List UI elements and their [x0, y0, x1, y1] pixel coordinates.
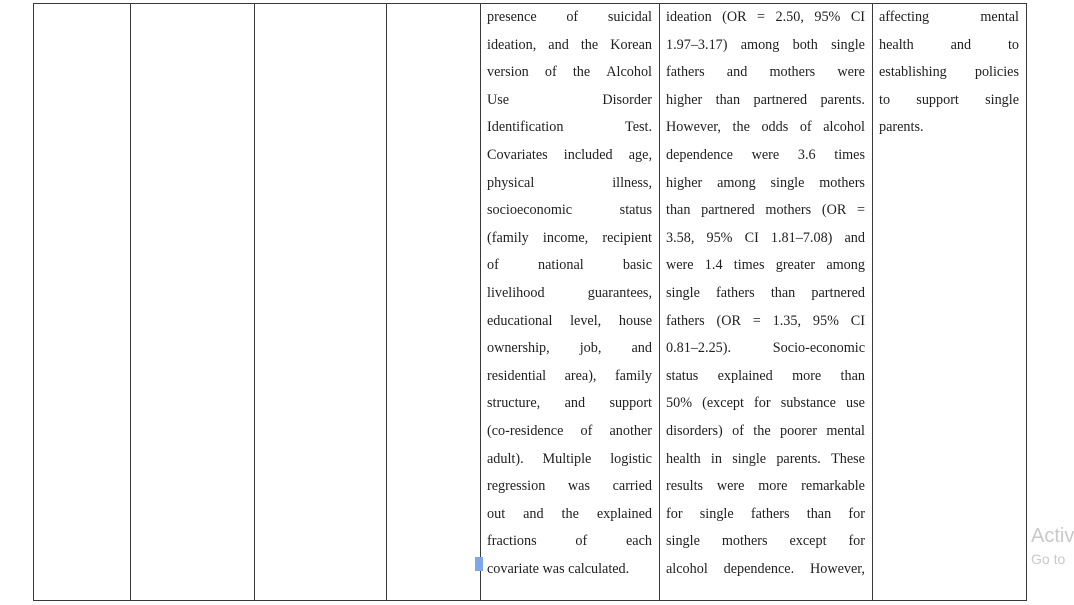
table-cell-conclusion[interactable] [879, 4, 1019, 142]
word: fathers [716, 284, 755, 301]
word: fractions [487, 533, 537, 550]
text-line [487, 87, 652, 115]
word: = [856, 202, 865, 219]
word: socioeconomic [487, 202, 573, 219]
word: 1.81–7.08) [770, 229, 833, 246]
text-line [879, 114, 1019, 142]
word: 1.4 [704, 257, 723, 274]
word: the [753, 422, 771, 439]
word: another [609, 422, 652, 439]
text-line [487, 197, 652, 225]
word: were [837, 64, 865, 81]
word: more [758, 478, 788, 495]
word: 95% [814, 9, 841, 25]
word: higher [666, 174, 703, 191]
column-divider [480, 4, 481, 600]
word: and [548, 36, 569, 53]
text-line [879, 59, 1019, 87]
text-line [879, 87, 1019, 115]
word: substance [780, 395, 836, 412]
word: single [831, 36, 865, 53]
word: parents. [776, 450, 821, 467]
word: support [609, 395, 652, 412]
word: Multiple [542, 450, 592, 467]
word: guarantees, [587, 284, 652, 301]
word: structure, [487, 395, 541, 412]
text-selection-cursor [475, 557, 483, 571]
word: carried [612, 478, 652, 495]
text-line [879, 4, 1019, 32]
word: Alcohol [606, 64, 652, 81]
word: were [666, 257, 694, 274]
text-line [666, 556, 865, 584]
word: and [523, 505, 544, 522]
word: CI [850, 9, 865, 25]
column-divider [254, 4, 255, 600]
word: partnered [701, 202, 755, 219]
watermark-line-2: Go to [1031, 551, 1066, 567]
word: age, [628, 146, 652, 163]
text-line [487, 170, 652, 198]
word: 50% [666, 395, 693, 412]
word: (OR [722, 9, 747, 25]
table-cell-results[interactable] [666, 4, 865, 583]
word: 95% [706, 229, 733, 246]
word: mental [980, 9, 1019, 25]
word: job, [579, 340, 602, 357]
word: to [879, 91, 891, 108]
word: included [563, 146, 613, 163]
word: family [614, 367, 652, 384]
word: Disorder [602, 91, 652, 108]
word: the [561, 505, 579, 522]
word: odds [761, 119, 789, 136]
word: than [666, 202, 691, 219]
word: 1.35, [772, 312, 802, 329]
word: adult). [487, 450, 524, 467]
word: mothers [819, 174, 865, 191]
word: higher [666, 91, 703, 108]
word: suicidal [607, 9, 652, 25]
word: explained [717, 367, 773, 384]
word: of [566, 9, 579, 25]
word: among [826, 257, 865, 274]
word: single [770, 174, 805, 191]
word: of [575, 533, 588, 550]
word: health [879, 36, 914, 53]
word: residential [487, 367, 547, 384]
word: version [487, 64, 529, 81]
word: fathers [750, 505, 790, 522]
word: Covariates [487, 146, 548, 163]
word: affecting [879, 9, 930, 25]
word: alcohol [823, 119, 865, 136]
word: mental [826, 422, 865, 439]
text-line [666, 87, 865, 115]
text-line [487, 446, 652, 474]
word: mothers [765, 202, 812, 219]
word: support [916, 91, 959, 108]
word: status [619, 202, 652, 219]
text-line [666, 170, 865, 198]
word: (except [702, 395, 744, 412]
text-line [487, 390, 652, 418]
text-line [487, 556, 652, 584]
word: single [699, 505, 734, 522]
word: in [710, 450, 722, 467]
document-table [33, 3, 1027, 601]
word: area), [564, 367, 597, 384]
text-line [487, 59, 652, 87]
word: status [666, 367, 699, 384]
word: the [572, 64, 591, 81]
word: 1.97–3.17) [666, 36, 728, 53]
word: and [564, 395, 586, 412]
text-line [487, 142, 652, 170]
text-line [487, 32, 652, 60]
word: Identification [487, 119, 564, 136]
column-divider [386, 4, 387, 600]
text-line [666, 473, 865, 501]
word: partnered [811, 284, 865, 301]
word: parents. [879, 119, 924, 136]
word: more [792, 367, 822, 384]
word: were [751, 146, 780, 163]
text-line [487, 225, 652, 253]
word: house [618, 312, 652, 329]
text-line [487, 280, 652, 308]
word: (OR [821, 202, 847, 219]
word: were [716, 478, 745, 495]
word: health [666, 450, 701, 467]
text-line [666, 280, 865, 308]
text-line [487, 363, 652, 391]
word: (family [487, 229, 529, 246]
text-line [666, 390, 865, 418]
text-line [666, 528, 865, 556]
word: to [1007, 36, 1019, 53]
word: both [792, 36, 818, 53]
text-line [487, 335, 652, 363]
word: fathers [666, 312, 705, 329]
word: the [580, 36, 599, 53]
word: than [715, 91, 741, 108]
word: ownership, [487, 340, 550, 357]
word: of [580, 422, 593, 439]
word: = [752, 312, 761, 329]
word: 0.81–2.25). [666, 340, 732, 357]
word: logistic [610, 450, 652, 467]
word: and [726, 64, 748, 81]
word: of [732, 422, 744, 439]
word: establishing [879, 64, 947, 81]
column-divider [130, 4, 131, 600]
table-cell-methods[interactable] [487, 4, 652, 583]
word: and [631, 340, 652, 357]
word: ideation [666, 9, 712, 25]
word: CI [744, 229, 759, 246]
word: was [567, 478, 590, 495]
text-line [487, 473, 652, 501]
word: results [666, 478, 704, 495]
word: was [542, 560, 569, 577]
word: = [757, 9, 766, 25]
word: than [840, 367, 865, 384]
activation-watermark [1031, 524, 1074, 568]
word: However, [810, 560, 865, 577]
word: for [848, 505, 865, 522]
text-line [666, 197, 865, 225]
word: dependence [666, 146, 733, 163]
word: (co-residence [487, 422, 564, 439]
word: and [950, 36, 972, 53]
word: fathers [666, 64, 705, 81]
word: calculated. [568, 560, 630, 577]
word: each [626, 533, 652, 550]
word: 3.6 [797, 146, 816, 163]
word: times [834, 146, 865, 163]
text-line [666, 501, 865, 529]
word: single [985, 91, 1019, 108]
text-line [487, 308, 652, 336]
word: disorders) [666, 422, 723, 439]
word: and [844, 229, 865, 246]
word: use [846, 395, 865, 412]
word: livelihood [487, 284, 545, 301]
text-line [879, 32, 1019, 60]
text-line [666, 114, 865, 142]
text-line [666, 252, 865, 280]
text-line [666, 59, 865, 87]
word: basic [622, 257, 652, 274]
text-line [666, 418, 865, 446]
word: mothers [769, 64, 816, 81]
word: remarkable [801, 478, 865, 495]
word: than [770, 284, 796, 301]
text-line [666, 363, 865, 391]
word: physical [487, 174, 535, 191]
word: CI [850, 312, 865, 329]
word: partnered [753, 91, 808, 108]
word: educational [487, 312, 553, 329]
text-line [666, 446, 865, 474]
word: single [732, 450, 767, 467]
watermark-line-1: Activ [1031, 525, 1074, 547]
word: for [754, 395, 771, 412]
word: the [732, 119, 750, 136]
word: illness, [612, 174, 652, 191]
word: of [544, 64, 557, 81]
word: covariate [487, 560, 543, 577]
word: for [848, 533, 865, 550]
word: 2.50, [775, 9, 804, 25]
text-line [487, 501, 652, 529]
word: level, [570, 312, 602, 329]
word: policies [974, 64, 1019, 81]
text-line [666, 225, 865, 253]
word: Use [487, 91, 510, 108]
word: among [740, 36, 780, 53]
word: These [831, 450, 865, 467]
word: for [666, 505, 683, 522]
word: regression [487, 478, 546, 495]
word: alcohol [666, 560, 708, 577]
word: income, [542, 229, 589, 246]
column-divider [872, 4, 873, 600]
text-line [487, 114, 652, 142]
text-line [666, 142, 865, 170]
word: parents. [820, 91, 865, 108]
word: (OR [716, 312, 741, 329]
word: ideation, [487, 36, 537, 53]
word: of [487, 257, 499, 274]
word: dependence. [723, 560, 795, 577]
word: national [537, 257, 584, 274]
word: of [799, 119, 812, 136]
word: out [487, 505, 506, 522]
word: mothers [721, 533, 768, 550]
text-line [666, 308, 865, 336]
word: 3.58, [666, 229, 695, 246]
word: single [666, 533, 700, 550]
text-line [666, 4, 865, 32]
text-line [487, 252, 652, 280]
word: among [717, 174, 756, 191]
text-line [666, 335, 865, 363]
word: than [806, 505, 832, 522]
word: Socio-economic [772, 340, 865, 357]
word: except [789, 533, 827, 550]
word: single [666, 284, 700, 301]
word: Test. [625, 119, 652, 136]
word: However, [666, 119, 721, 136]
word: explained [596, 505, 652, 522]
column-divider [659, 4, 660, 600]
word: Korean [610, 36, 652, 53]
word: greater [775, 257, 816, 274]
text-line [666, 32, 865, 60]
word: poorer [780, 422, 818, 439]
text-line [487, 4, 652, 32]
word: times [733, 257, 765, 274]
text-line [487, 418, 652, 446]
word: recipient [602, 229, 652, 246]
text-line [487, 528, 652, 556]
word: presence [487, 9, 537, 25]
word: 95% [812, 312, 839, 329]
